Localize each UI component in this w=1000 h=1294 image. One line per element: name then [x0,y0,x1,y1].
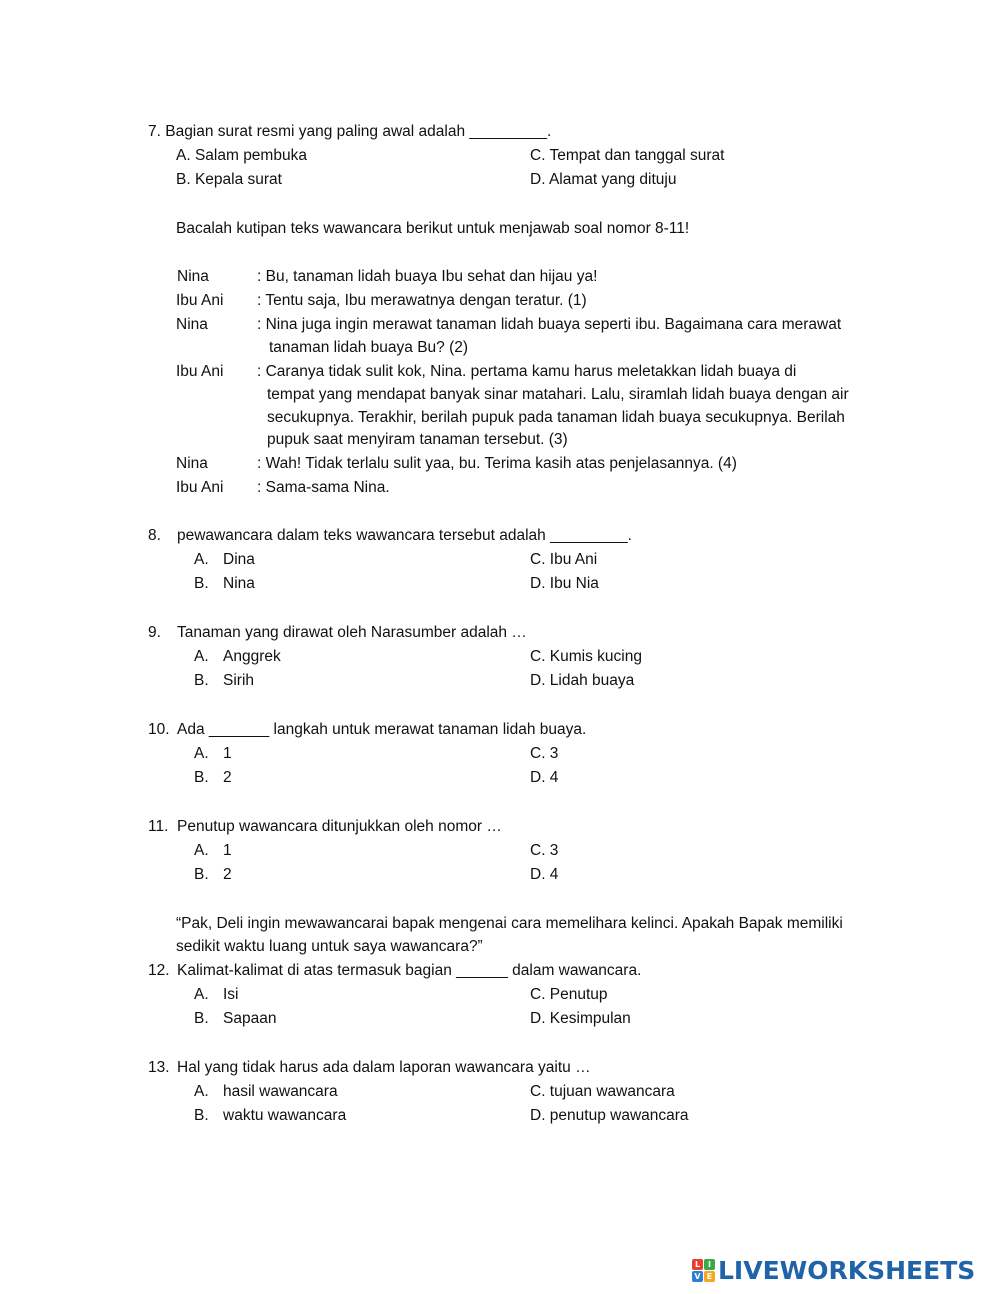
dialog-speaker: Ibu Ani [176,363,224,380]
q7-option-b[interactable]: B. Kepala surat [176,171,282,188]
question-13-number: 13. [148,1059,170,1076]
q13-option-d[interactable]: D. penutup wawancara [530,1107,689,1124]
question-8-text: pewawancara dalam teks wawancara tersebut adalah _________. [177,527,632,544]
dialog-speaker: Ibu Ani [176,479,224,496]
q9-option-a[interactable]: Anggrek [223,648,281,665]
q12-option-c[interactable]: C. Penutup [530,986,608,1003]
q13-option-b[interactable]: waktu wawancara [223,1107,347,1124]
q9-option-b[interactable]: Sirih [223,672,255,689]
q13-option-a-letter: A. [194,1083,209,1100]
q11-option-c[interactable]: C. 3 [530,842,559,859]
q11-option-a-letter: A. [194,842,209,859]
dialog-line: : Nina juga ingin merawat tanaman lidah buaya seperti ibu. Bagaimana cara merawat [257,316,842,333]
liveworksheets-brand[interactable] [692,1254,975,1286]
q9-option-b-letter: B. [194,672,209,689]
q8-option-a[interactable]: Dina [223,551,255,568]
q11-option-b[interactable]: 2 [223,866,232,883]
question-11-number: 11. [148,818,169,835]
question-10-text: Ada _______ langkah untuk merawat tanaman lidah buaya. [177,721,587,738]
dialog-line-continuation: tempat yang mendapat banyak sinar matahari. Lalu, siramlah lidah buaya dengan air [267,386,849,403]
dialog-line-continuation: tanaman lidah buaya Bu? (2) [269,339,469,356]
q10-option-a[interactable]: 1 [223,745,232,762]
q8-option-d[interactable]: D. Ibu Nia [530,575,599,592]
quote-line: sedikit waktu luang untuk saya wawancara?” [176,938,483,955]
q13-option-b-letter: B. [194,1107,209,1124]
dialog-line: : Tentu saja, Ibu merawatnya dengan teratur. (1) [257,292,587,309]
logo-letter: V [692,1271,703,1282]
reading-instruction: Bacalah kutipan teks wawancara berikut untuk menjawab soal nomor 8-11! [176,220,690,237]
q7-option-c[interactable]: C. Tempat dan tanggal surat [530,147,725,164]
q10-option-c[interactable]: C. 3 [530,745,559,762]
q10-option-a-letter: A. [194,745,209,762]
question-7-text: 7. Bagian surat resmi yang paling awal adalah _________. [148,123,552,140]
dialog-speaker: Ibu Ani [176,292,224,309]
q10-option-b[interactable]: 2 [223,769,232,786]
q10-option-b-letter: B. [194,769,209,786]
question-12-number: 12. [148,962,170,979]
logo-letter: E [704,1271,715,1282]
q11-option-d[interactable]: D. 4 [530,866,559,883]
question-10-number: 10. [148,721,170,738]
q12-option-a-letter: A. [194,986,209,1003]
q11-option-a[interactable]: 1 [223,842,232,859]
dialog-line: : Caranya tidak sulit kok, Nina. pertama kamu harus meletakkan lidah buaya di [257,363,797,380]
q8-option-b[interactable]: Nina [223,575,255,592]
question-12-text: Kalimat-kalimat di atas termasuk bagian ______ dalam wawancara. [177,962,642,979]
dialog-speaker: Nina [176,455,208,472]
q13-option-a[interactable]: hasil wawancara [223,1083,338,1100]
question-13-text: Hal yang tidak harus ada dalam laporan wawancara yaitu … [177,1059,591,1076]
q12-option-b[interactable]: Sapaan [223,1010,277,1027]
logo-letter: L [692,1259,703,1270]
q7-option-d[interactable]: D. Alamat yang dituju [530,171,677,188]
q8-option-c[interactable]: C. Ibu Ani [530,551,598,568]
liveworksheets-logo-icon [692,1259,715,1282]
question-8-number: 8. [148,527,161,544]
q12-option-b-letter: B. [194,1010,209,1027]
q9-option-d[interactable]: D. Lidah buaya [530,672,635,689]
question-9-number: 9. [148,624,161,641]
q8-option-b-letter: B. [194,575,209,592]
q9-option-c[interactable]: C. Kumis kucing [530,648,642,665]
q10-option-d[interactable]: D. 4 [530,769,559,786]
dialog-line-continuation: pupuk saat menyiram tanaman tersebut. (3) [267,431,568,448]
dialog-line: : Bu, tanaman lidah buaya Ibu sehat dan hijau ya! [257,268,598,285]
q11-option-b-letter: B. [194,866,209,883]
q9-option-a-letter: A. [194,648,209,665]
q12-option-d[interactable]: D. Kesimpulan [530,1010,631,1027]
logo-letter: I [704,1259,715,1270]
question-9-text: Tanaman yang dirawat oleh Narasumber adalah … [177,624,527,641]
dialog-speaker: Nina [176,316,208,333]
quote-line: “Pak, Deli ingin mewawancarai bapak mengenai cara memelihara kelinci. Apakah Bapak memiliki [176,915,843,932]
q7-option-a[interactable]: A. Salam pembuka [176,147,307,164]
dialog-line: : Sama-sama Nina. [257,479,390,496]
dialog-line-continuation: secukupnya. Terakhir, berilah pupuk pada tanaman lidah buaya secukupnya. Berilah [267,409,845,426]
q8-option-a-letter: A. [194,551,209,568]
dialog-speaker: Nina [177,268,209,285]
q12-option-a[interactable]: Isi [223,986,239,1003]
question-11-text: Penutup wawancara ditunjukkan oleh nomor … [177,818,502,835]
dialog-line: : Wah! Tidak terlalu sulit yaa, bu. Terima kasih atas penjelasannya. (4) [257,455,737,472]
q13-option-c[interactable]: C. tujuan wawancara [530,1083,675,1100]
liveworksheets-wordmark: LIVEWORKSHEETS [718,1255,976,1285]
